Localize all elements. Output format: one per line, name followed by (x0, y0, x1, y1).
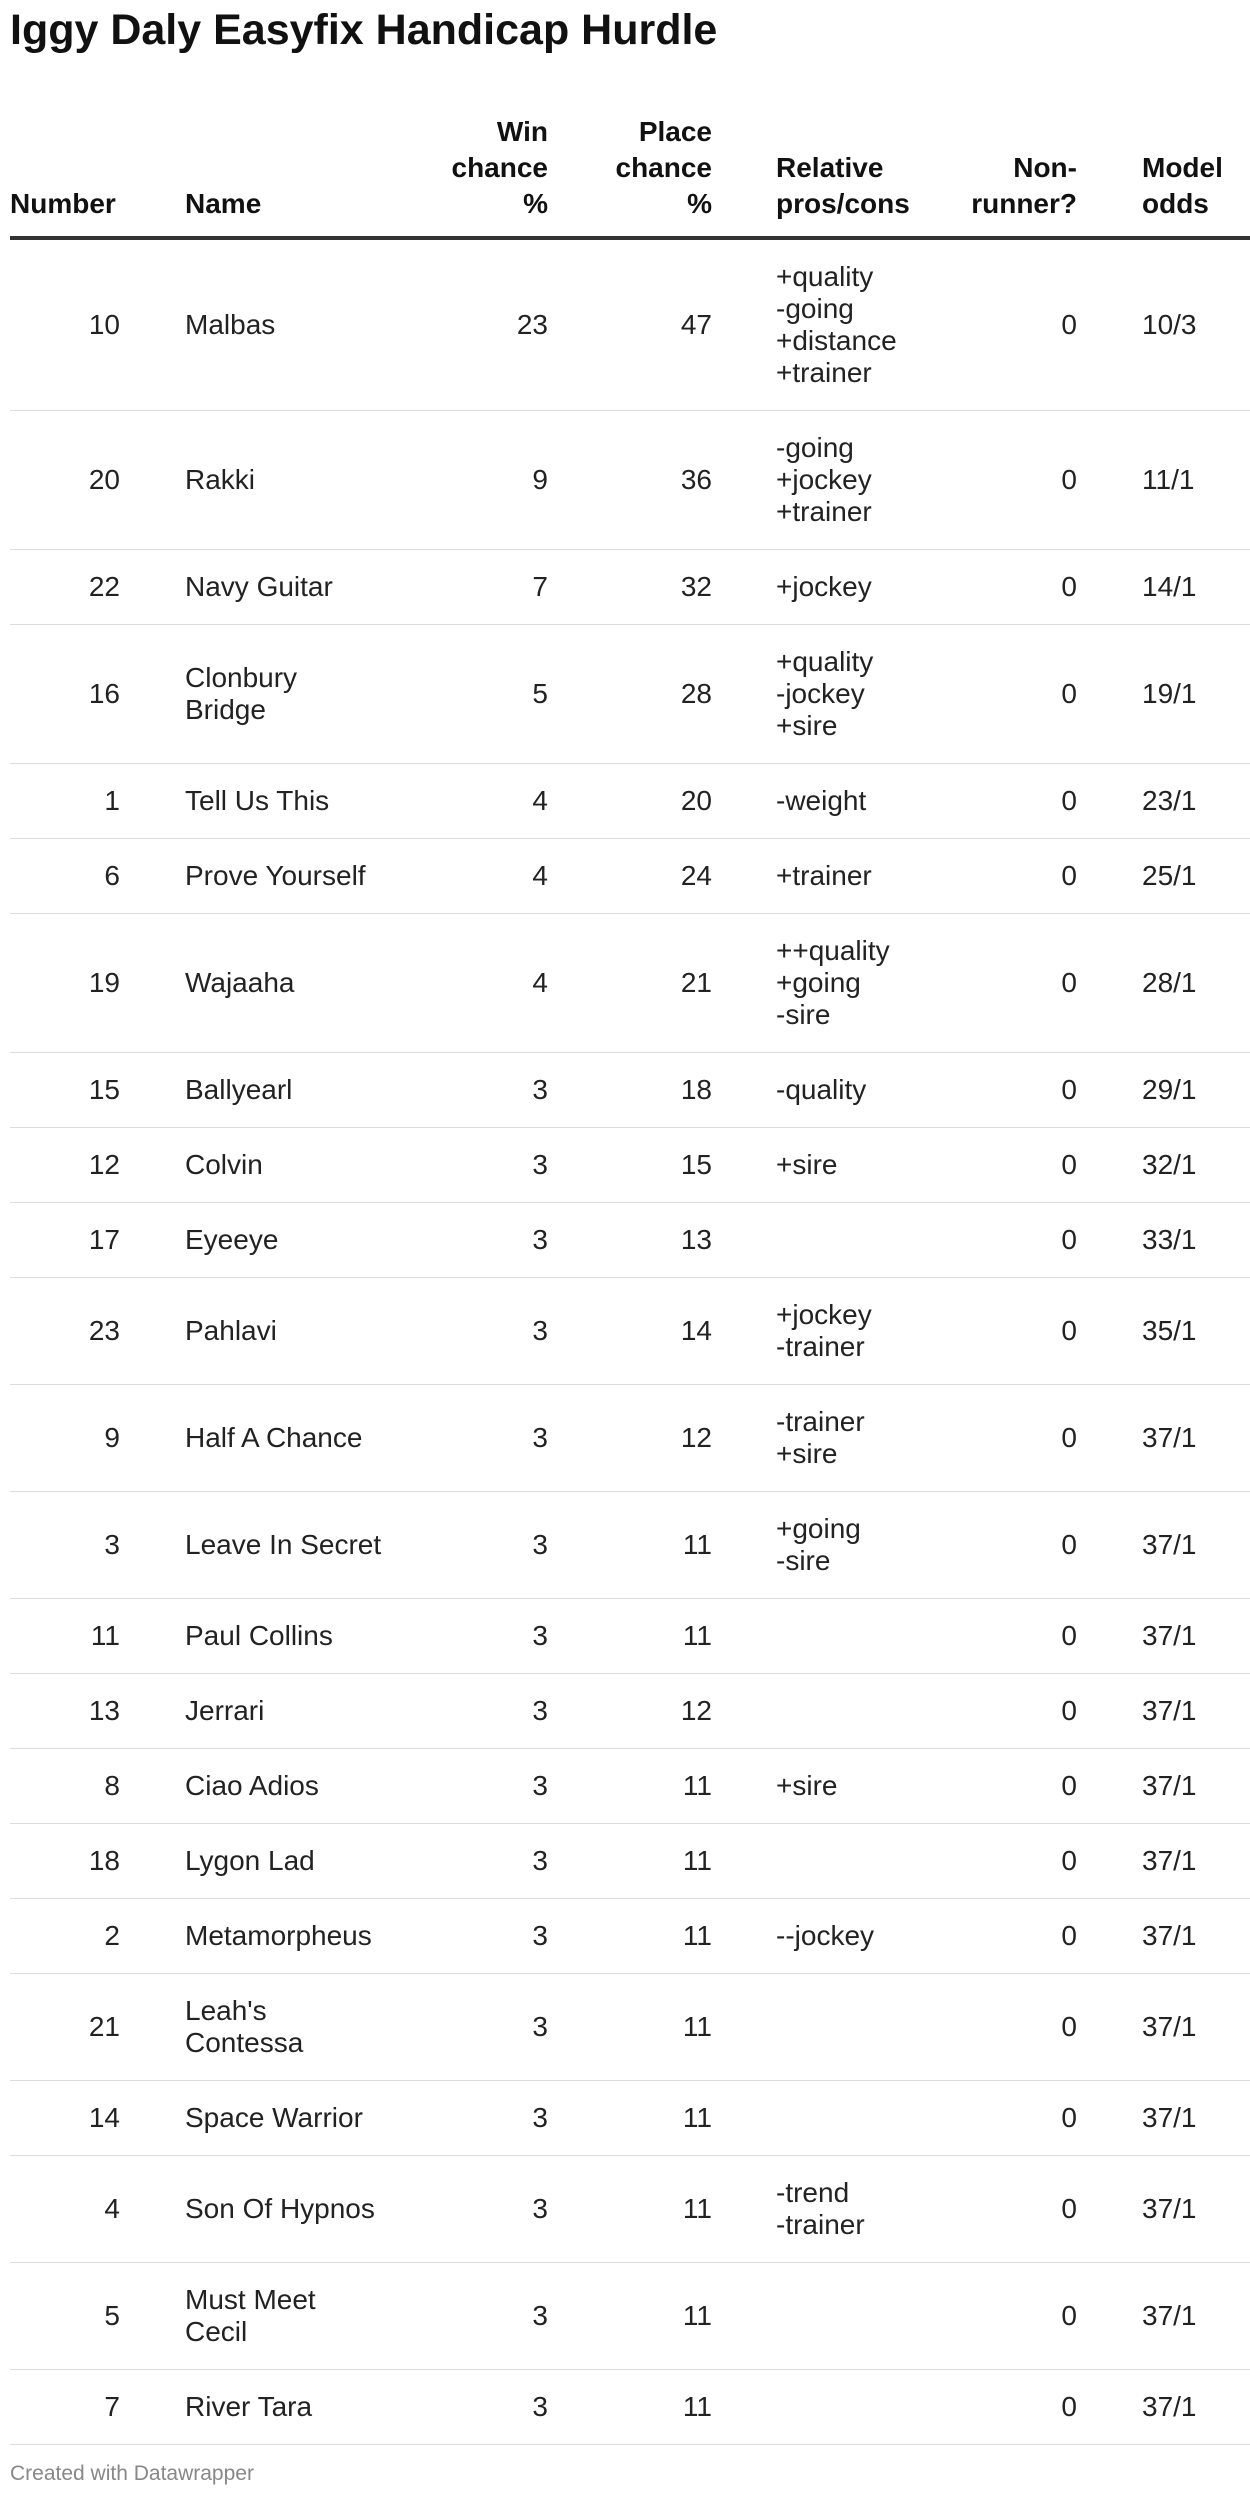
cell-model-odds: 37/1 (1142, 2370, 1250, 2445)
table-row (10, 238, 1250, 411)
cell-name: Leah's Contessa (185, 1974, 385, 2081)
cell-win-chance: 5 (385, 625, 548, 764)
cell-non-runner: 0 (960, 411, 1077, 550)
cell-pros-cons (776, 2370, 960, 2445)
table-row (10, 2081, 1250, 2156)
cell-pros-cons (776, 764, 960, 839)
pros-cons-item: +going (776, 967, 861, 998)
cell-pros-cons (776, 2081, 960, 2156)
pros-cons-item: --jockey (776, 1920, 875, 1951)
header-pros-cons: Relative pros/cons (776, 108, 960, 238)
table-header (10, 108, 1250, 238)
cell-name: Navy Guitar (185, 550, 385, 625)
cell-name: Leave In Secret (185, 1492, 385, 1599)
table-row (10, 1203, 1250, 1278)
cell-win-chance: 3 (385, 1749, 548, 1824)
cell-pros-cons (776, 2263, 960, 2370)
cell-name: Malbas (185, 238, 385, 411)
cell-pros-cons (776, 1278, 960, 1385)
cell-non-runner: 0 (960, 839, 1077, 914)
cell-non-runner: 0 (960, 1203, 1077, 1278)
cell-win-chance: 3 (385, 1053, 548, 1128)
cell-place-chance: 11 (548, 1599, 712, 1674)
cell-place-chance: 11 (548, 2263, 712, 2370)
cell-win-chance: 3 (385, 1278, 548, 1385)
cell-model-odds: 28/1 (1142, 914, 1250, 1053)
cell-model-odds: 37/1 (1142, 2081, 1250, 2156)
pros-cons-item: +jockey (776, 571, 872, 602)
cell-place-chance: 20 (548, 764, 712, 839)
cell-name: Rakki (185, 411, 385, 550)
pros-cons-item: -trainer (776, 1406, 865, 1437)
cell-place-chance: 28 (548, 625, 712, 764)
cell-pros-cons (776, 839, 960, 914)
cell-name: Space Warrior (185, 2081, 385, 2156)
page-title: Iggy Daly Easyfix Handicap Hurdle (10, 6, 718, 54)
cell-place-chance: 32 (548, 550, 712, 625)
cell-model-odds: 11/1 (1142, 411, 1250, 550)
cell-place-chance: 24 (548, 839, 712, 914)
cell-name: Ciao Adios (185, 1749, 385, 1824)
cell-number: 14 (10, 2081, 120, 2156)
cell-non-runner: 0 (960, 1899, 1077, 1974)
cell-number: 17 (10, 1203, 120, 1278)
pros-cons-item: -quality (776, 1074, 867, 1105)
table-row (10, 764, 1250, 839)
cell-non-runner: 0 (960, 1128, 1077, 1203)
cell-win-chance: 3 (385, 1599, 548, 1674)
cell-name: Half A Chance (185, 1385, 385, 1492)
cell-pros-cons (776, 1674, 960, 1749)
cell-number: 4 (10, 2156, 120, 2263)
cell-name: Clonbury Bridge (185, 625, 385, 764)
cell-place-chance: 11 (548, 1492, 712, 1599)
table-row (10, 1899, 1250, 1974)
cell-model-odds: 37/1 (1142, 1385, 1250, 1492)
cell-non-runner: 0 (960, 550, 1077, 625)
cell-non-runner: 0 (960, 1385, 1077, 1492)
cell-number: 22 (10, 550, 120, 625)
cell-pros-cons (776, 1128, 960, 1203)
table-row (10, 1599, 1250, 1674)
cell-non-runner: 0 (960, 1599, 1077, 1674)
cell-non-runner: 0 (960, 2370, 1077, 2445)
cell-number: 11 (10, 1599, 120, 1674)
cell-name: Lygon Lad (185, 1824, 385, 1899)
cell-number: 12 (10, 1128, 120, 1203)
cell-model-odds: 37/1 (1142, 1674, 1250, 1749)
header-number: Number (10, 108, 120, 238)
cell-name: Colvin (185, 1128, 385, 1203)
cell-number: 21 (10, 1974, 120, 2081)
table-row (10, 839, 1250, 914)
cell-win-chance: 3 (385, 1899, 548, 1974)
cell-model-odds: 10/3 (1142, 238, 1250, 411)
cell-number: 3 (10, 1492, 120, 1599)
cell-win-chance: 3 (385, 1974, 548, 2081)
cell-model-odds: 37/1 (1142, 1492, 1250, 1599)
cell-win-chance: 3 (385, 1674, 548, 1749)
cell-win-chance: 3 (385, 2156, 548, 2263)
table-row (10, 411, 1250, 550)
header-row (10, 108, 1250, 238)
cell-number: 15 (10, 1053, 120, 1128)
cell-win-chance: 4 (385, 839, 548, 914)
cell-place-chance: 18 (548, 1053, 712, 1128)
cell-model-odds: 37/1 (1142, 2156, 1250, 2263)
cell-place-chance: 13 (548, 1203, 712, 1278)
cell-model-odds: 37/1 (1142, 1749, 1250, 1824)
pros-cons-item: +sire (776, 1149, 838, 1180)
cell-model-odds: 33/1 (1142, 1203, 1250, 1278)
table-container (10, 108, 1223, 2445)
cell-pros-cons (776, 1492, 960, 1599)
cell-win-chance: 23 (385, 238, 548, 411)
cell-model-odds: 32/1 (1142, 1128, 1250, 1203)
cell-pros-cons (776, 238, 960, 411)
pros-cons-item: -jockey (776, 678, 865, 709)
cell-pros-cons (776, 1385, 960, 1492)
table-row (10, 1824, 1250, 1899)
pros-cons-item: +sire (776, 1438, 838, 1469)
cell-name: Ballyearl (185, 1053, 385, 1128)
cell-non-runner: 0 (960, 1749, 1077, 1824)
pros-cons-item: +sire (776, 710, 838, 741)
cell-pros-cons (776, 1899, 960, 1974)
cell-place-chance: 11 (548, 1899, 712, 1974)
cell-place-chance: 12 (548, 1674, 712, 1749)
cell-number: 5 (10, 2263, 120, 2370)
pros-cons-item: +trainer (776, 860, 872, 891)
cell-place-chance: 14 (548, 1278, 712, 1385)
cell-place-chance: 36 (548, 411, 712, 550)
table-row (10, 914, 1250, 1053)
cell-place-chance: 15 (548, 1128, 712, 1203)
cell-model-odds: 37/1 (1142, 1974, 1250, 2081)
cell-number: 20 (10, 411, 120, 550)
table-body (10, 238, 1250, 2445)
cell-place-chance: 47 (548, 238, 712, 411)
cell-pros-cons (776, 1599, 960, 1674)
cell-number: 2 (10, 1899, 120, 1974)
cell-win-chance: 3 (385, 1128, 548, 1203)
cell-name: Paul Collins (185, 1599, 385, 1674)
header-non-runner: Non- runner? (960, 108, 1077, 238)
cell-non-runner: 0 (960, 2263, 1077, 2370)
race-table (10, 108, 1250, 2445)
pros-cons-item: -going (776, 432, 854, 463)
table-row (10, 550, 1250, 625)
cell-win-chance: 3 (385, 1385, 548, 1492)
pros-cons-item: -trend (776, 2177, 850, 2208)
cell-place-chance: 12 (548, 1385, 712, 1492)
cell-non-runner: 0 (960, 914, 1077, 1053)
cell-name: Metamorpheus (185, 1899, 385, 1974)
pros-cons-item: +sire (776, 1770, 838, 1801)
cell-name: Pahlavi (185, 1278, 385, 1385)
cell-place-chance: 11 (548, 1749, 712, 1824)
cell-pros-cons (776, 2156, 960, 2263)
cell-non-runner: 0 (960, 1278, 1077, 1385)
pros-cons-item: +going (776, 1513, 861, 1544)
cell-name: Wajaaha (185, 914, 385, 1053)
cell-model-odds: 23/1 (1142, 764, 1250, 839)
footer-credit: Created with Datawrapper (10, 2462, 254, 2485)
cell-model-odds: 29/1 (1142, 1053, 1250, 1128)
pros-cons-item: -trainer (776, 2209, 865, 2240)
cell-pros-cons (776, 1974, 960, 2081)
pros-cons-item: +quality (776, 646, 874, 677)
table-row (10, 2156, 1250, 2263)
cell-pros-cons (776, 1203, 960, 1278)
table-row (10, 1385, 1250, 1492)
cell-name: Must Meet Cecil (185, 2263, 385, 2370)
header-name: Name (185, 108, 385, 238)
cell-name: Tell Us This (185, 764, 385, 839)
pros-cons-item: +trainer (776, 357, 872, 388)
cell-pros-cons (776, 625, 960, 764)
cell-number: 16 (10, 625, 120, 764)
cell-non-runner: 0 (960, 2081, 1077, 2156)
cell-place-chance: 11 (548, 2370, 712, 2445)
pros-cons-item: -weight (776, 785, 867, 816)
pros-cons-item: +distance (776, 325, 897, 356)
cell-model-odds: 37/1 (1142, 1899, 1250, 1974)
cell-pros-cons (776, 411, 960, 550)
cell-win-chance: 4 (385, 914, 548, 1053)
cell-name: Eyeeye (185, 1203, 385, 1278)
cell-pros-cons (776, 914, 960, 1053)
cell-pros-cons (776, 1749, 960, 1824)
cell-non-runner: 0 (960, 1492, 1077, 1599)
pros-cons-item: +quality (776, 261, 874, 292)
cell-model-odds: 35/1 (1142, 1278, 1250, 1385)
table-row (10, 1128, 1250, 1203)
table-row (10, 1278, 1250, 1385)
pros-cons-item: +trainer (776, 496, 872, 527)
cell-model-odds: 37/1 (1142, 2263, 1250, 2370)
pros-cons-item: +jockey (776, 464, 872, 495)
cell-win-chance: 3 (385, 2370, 548, 2445)
cell-win-chance: 4 (385, 764, 548, 839)
cell-win-chance: 3 (385, 2263, 548, 2370)
pros-cons-item: -sire (776, 999, 831, 1030)
pros-cons-item: -sire (776, 1545, 831, 1576)
cell-number: 18 (10, 1824, 120, 1899)
cell-non-runner: 0 (960, 1974, 1077, 2081)
cell-name: Prove Yourself (185, 839, 385, 914)
pros-cons-item: -trainer (776, 1331, 865, 1362)
pros-cons-item: +jockey (776, 1299, 872, 1330)
cell-non-runner: 0 (960, 764, 1077, 839)
cell-pros-cons (776, 550, 960, 625)
cell-win-chance: 3 (385, 2081, 548, 2156)
cell-number: 6 (10, 839, 120, 914)
table-row (10, 2370, 1250, 2445)
cell-win-chance: 3 (385, 1492, 548, 1599)
cell-number: 8 (10, 1749, 120, 1824)
cell-non-runner: 0 (960, 625, 1077, 764)
cell-name: Jerrari (185, 1674, 385, 1749)
cell-model-odds: 37/1 (1142, 1824, 1250, 1899)
cell-non-runner: 0 (960, 1674, 1077, 1749)
cell-pros-cons (776, 1053, 960, 1128)
cell-non-runner: 0 (960, 238, 1077, 411)
header-win-chance: Win chance % (385, 108, 548, 238)
header-place-chance: Place chance % (548, 108, 712, 238)
cell-win-chance: 9 (385, 411, 548, 550)
header-model-odds: Model odds (1142, 108, 1250, 238)
cell-place-chance: 11 (548, 2081, 712, 2156)
cell-name: Son Of Hypnos (185, 2156, 385, 2263)
cell-win-chance: 3 (385, 1203, 548, 1278)
cell-number: 19 (10, 914, 120, 1053)
cell-number: 10 (10, 238, 120, 411)
cell-model-odds: 37/1 (1142, 1599, 1250, 1674)
cell-model-odds: 14/1 (1142, 550, 1250, 625)
pros-cons-item: ++quality (776, 935, 890, 966)
cell-model-odds: 19/1 (1142, 625, 1250, 764)
table-row (10, 1674, 1250, 1749)
table-row (10, 2263, 1250, 2370)
cell-non-runner: 0 (960, 2156, 1077, 2263)
cell-number: 13 (10, 1674, 120, 1749)
cell-non-runner: 0 (960, 1824, 1077, 1899)
pros-cons-item: -going (776, 293, 854, 324)
cell-name: River Tara (185, 2370, 385, 2445)
cell-model-odds: 25/1 (1142, 839, 1250, 914)
cell-number: 7 (10, 2370, 120, 2445)
cell-number: 23 (10, 1278, 120, 1385)
cell-pros-cons (776, 1824, 960, 1899)
cell-non-runner: 0 (960, 1053, 1077, 1128)
cell-place-chance: 11 (548, 1824, 712, 1899)
cell-number: 1 (10, 764, 120, 839)
table-row (10, 1492, 1250, 1599)
table-row (10, 1749, 1250, 1824)
cell-place-chance: 11 (548, 1974, 712, 2081)
cell-win-chance: 7 (385, 550, 548, 625)
cell-place-chance: 11 (548, 2156, 712, 2263)
cell-number: 9 (10, 1385, 120, 1492)
table-row (10, 625, 1250, 764)
cell-win-chance: 3 (385, 1824, 548, 1899)
cell-place-chance: 21 (548, 914, 712, 1053)
table-row (10, 1053, 1250, 1128)
table-row (10, 1974, 1250, 2081)
